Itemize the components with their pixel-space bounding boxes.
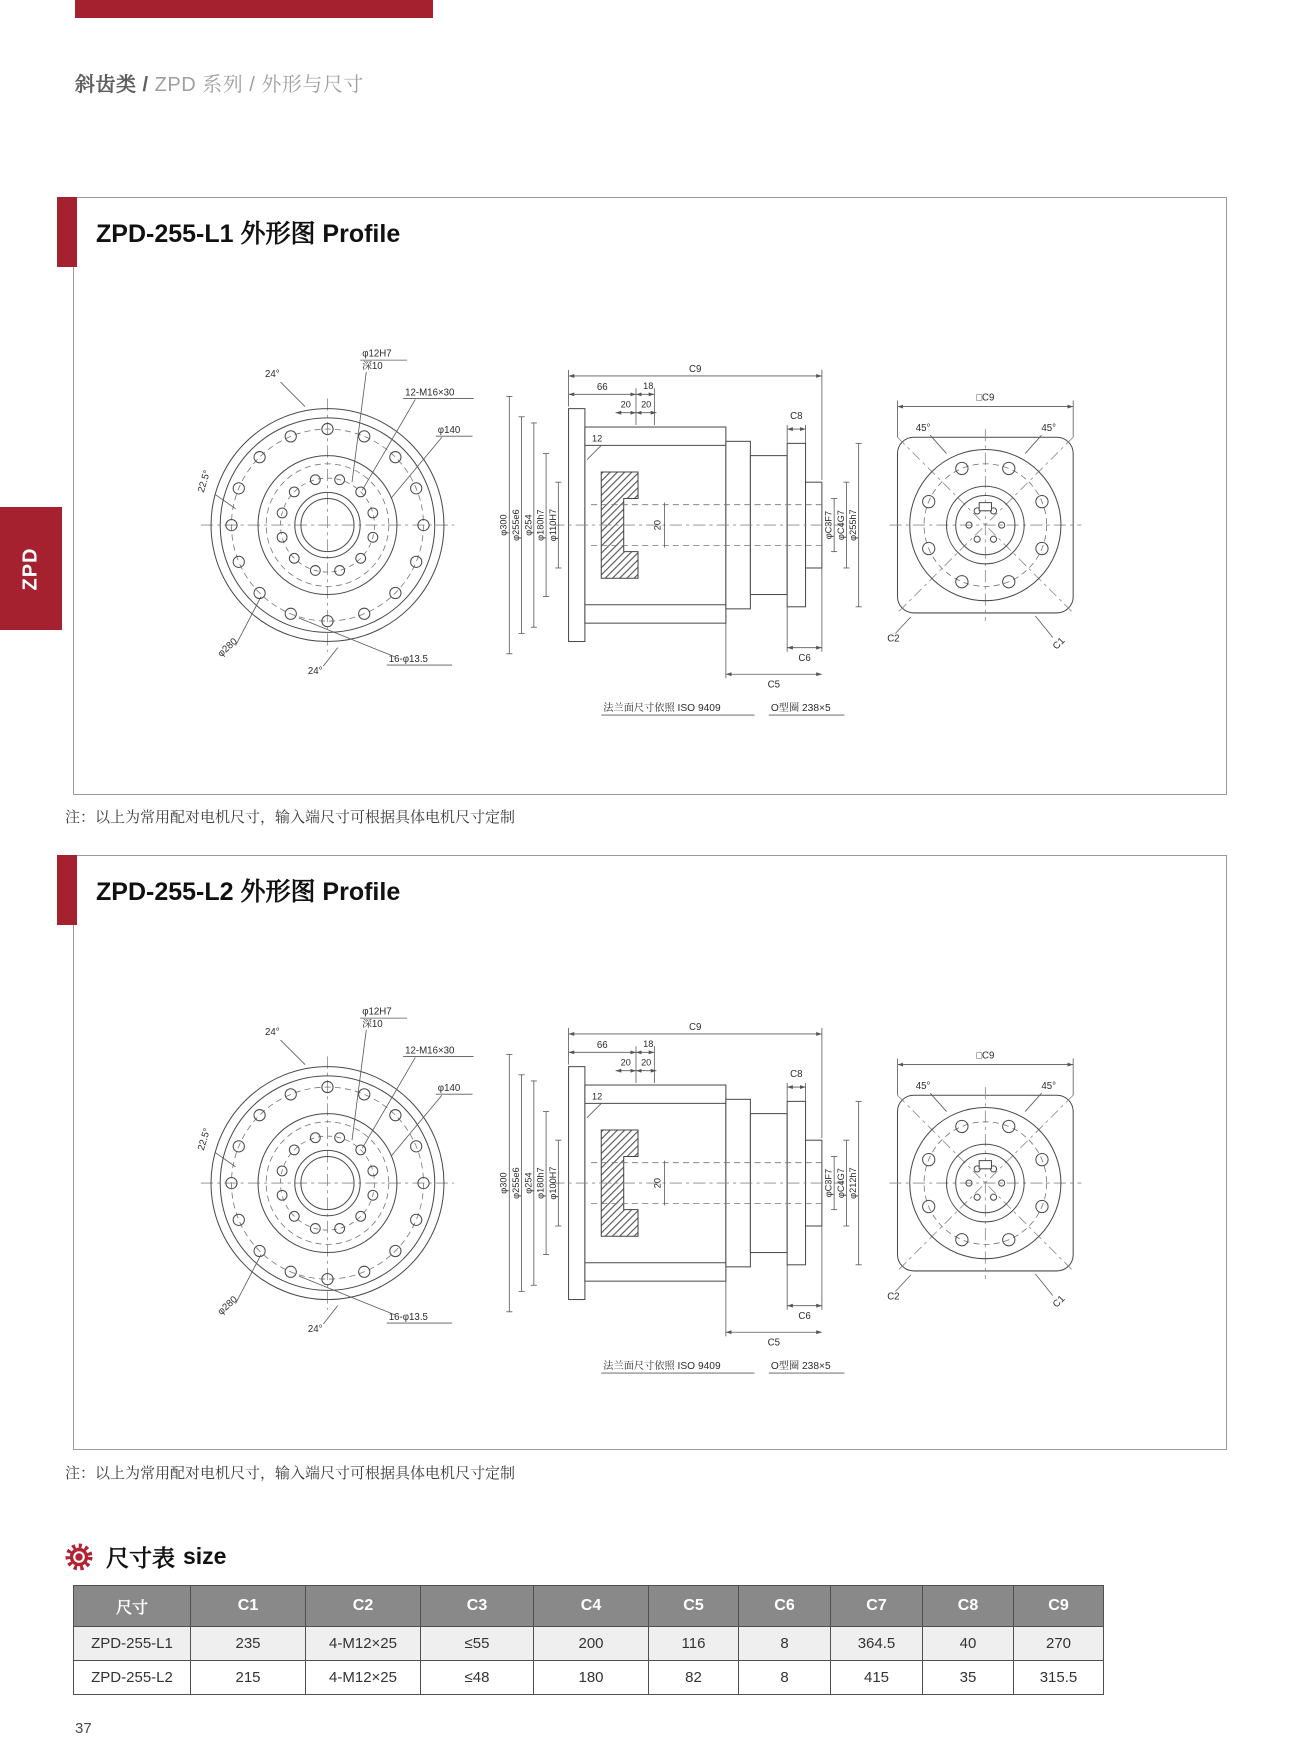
table-cell: 180 bbox=[534, 1661, 649, 1695]
table-cell: 8 bbox=[739, 1661, 831, 1695]
svg-text:φ212h7: φ212h7 bbox=[848, 1167, 859, 1199]
svg-text:φ255h7: φ255h7 bbox=[848, 509, 859, 541]
svg-text:□C9: □C9 bbox=[976, 392, 995, 404]
svg-text:深10: 深10 bbox=[362, 1018, 383, 1030]
table-cell: 4-M12×25 bbox=[306, 1627, 421, 1661]
zpd-side-tab-label: ZPD bbox=[19, 547, 42, 590]
svg-text:φ12H7: φ12H7 bbox=[362, 348, 392, 360]
svg-text:法兰面尺寸依照 ISO 9409: 法兰面尺寸依照 ISO 9409 bbox=[603, 703, 721, 714]
svg-text:24°: 24° bbox=[307, 666, 323, 678]
svg-text:20: 20 bbox=[620, 1057, 631, 1068]
svg-text:12-M16×30: 12-M16×30 bbox=[405, 1045, 455, 1057]
svg-text:C6: C6 bbox=[798, 1310, 811, 1322]
table-cell: 116 bbox=[649, 1627, 739, 1661]
note-l1: 注：以上为常用配对电机尺寸，输入端尺寸可根据具体电机尺寸定制 bbox=[65, 809, 516, 826]
size-table-title-zh: 尺寸表 bbox=[106, 1545, 175, 1571]
table-cell: 215 bbox=[191, 1661, 306, 1695]
svg-text:C5: C5 bbox=[767, 679, 781, 691]
svg-text:45°: 45° bbox=[915, 1081, 931, 1093]
size-table-col: C8 bbox=[923, 1586, 1014, 1627]
size-table-col: C2 bbox=[306, 1586, 421, 1627]
svg-text:C1: C1 bbox=[1050, 635, 1068, 653]
svg-text:φ280: φ280 bbox=[215, 1294, 240, 1318]
size-table-col: C5 bbox=[649, 1586, 739, 1627]
svg-text:C8: C8 bbox=[790, 1068, 803, 1080]
table-cell: 82 bbox=[649, 1661, 739, 1695]
table-cell: ≤55 bbox=[421, 1627, 534, 1661]
svg-text:φ254: φ254 bbox=[523, 514, 534, 536]
size-table bbox=[73, 1585, 1104, 1695]
table-cell: 364.5 bbox=[831, 1627, 923, 1661]
svg-text:φ180h7: φ180h7 bbox=[535, 509, 546, 541]
svg-text:法兰面尺寸依照 ISO 9409: 法兰面尺寸依照 ISO 9409 bbox=[603, 1361, 721, 1372]
table-cell: 200 bbox=[534, 1627, 649, 1661]
svg-text:C9: C9 bbox=[689, 363, 702, 375]
svg-text:12-M16×30: 12-M16×30 bbox=[405, 387, 455, 399]
table-cell: 270 bbox=[1014, 1627, 1104, 1661]
svg-text:66: 66 bbox=[596, 382, 608, 394]
size-table-col: C9 bbox=[1014, 1586, 1104, 1627]
svg-text:C9: C9 bbox=[689, 1021, 702, 1033]
size-table-col: C4 bbox=[534, 1586, 649, 1627]
svg-text:φ254: φ254 bbox=[523, 1172, 534, 1194]
svg-text:C6: C6 bbox=[798, 652, 811, 664]
table-cell: ≤48 bbox=[421, 1661, 534, 1695]
gear-icon bbox=[64, 1542, 94, 1572]
svg-text:φ12H7: φ12H7 bbox=[362, 1006, 392, 1018]
table-cell: 4-M12×25 bbox=[306, 1661, 421, 1695]
svg-text:φC3F7: φC3F7 bbox=[823, 1168, 834, 1198]
size-table-body bbox=[74, 1627, 1104, 1695]
section-title-l1: ZPD-255-L1 外形图 Profile bbox=[96, 220, 401, 248]
svg-text:φ110H7: φ110H7 bbox=[547, 508, 558, 542]
table-cell: 40 bbox=[923, 1627, 1014, 1661]
table-cell: ZPD-255-L1 bbox=[74, 1627, 191, 1661]
table-cell: 35 bbox=[923, 1661, 1014, 1695]
svg-text:□C9: □C9 bbox=[976, 1050, 995, 1062]
svg-text:C2: C2 bbox=[887, 1291, 900, 1303]
breadcrumb-category: 斜齿类 / bbox=[75, 74, 149, 96]
size-table-col: C1 bbox=[191, 1586, 306, 1627]
table-row bbox=[74, 1627, 1104, 1661]
table-cell: 8 bbox=[739, 1627, 831, 1661]
table-row bbox=[74, 1661, 1104, 1695]
svg-text:C8: C8 bbox=[790, 410, 803, 422]
section-accent-bar bbox=[57, 855, 77, 925]
note-l2: 注：以上为常用配对电机尺寸，输入端尺寸可根据具体电机尺寸定制 bbox=[65, 1465, 516, 1482]
top-red-bar bbox=[75, 0, 433, 18]
svg-text:C1: C1 bbox=[1050, 1293, 1068, 1311]
size-table-header bbox=[64, 1540, 226, 1573]
svg-text:φC4G7: φC4G7 bbox=[835, 1168, 846, 1199]
section-accent-bar bbox=[57, 197, 77, 267]
table-cell: ZPD-255-L2 bbox=[74, 1661, 191, 1695]
table-cell: 235 bbox=[191, 1627, 306, 1661]
svg-text:φ255e6: φ255e6 bbox=[511, 509, 522, 541]
svg-text:45°: 45° bbox=[915, 423, 931, 435]
svg-text:16-φ13.5: 16-φ13.5 bbox=[388, 653, 428, 665]
svg-text:φC4G7: φC4G7 bbox=[835, 510, 846, 541]
profile-box-l2 bbox=[73, 855, 1227, 1450]
svg-text:24°: 24° bbox=[264, 368, 280, 380]
table-cell: 415 bbox=[831, 1661, 923, 1695]
svg-text:12: 12 bbox=[592, 433, 603, 444]
svg-text:16-φ13.5: 16-φ13.5 bbox=[388, 1311, 428, 1323]
svg-text:12: 12 bbox=[592, 1091, 603, 1102]
zpd-side-tab bbox=[0, 507, 62, 630]
size-table-col: 尺寸 bbox=[74, 1586, 191, 1627]
svg-text:φ180h7: φ180h7 bbox=[535, 1167, 546, 1199]
svg-text:φC3F7: φC3F7 bbox=[823, 510, 834, 540]
svg-text:45°: 45° bbox=[1041, 1081, 1056, 1093]
svg-text:22.5°: 22.5° bbox=[195, 1126, 214, 1152]
breadcrumb-path: ZPD 系列 / 外形与尺寸 bbox=[148, 74, 364, 96]
svg-text:φ280: φ280 bbox=[215, 636, 240, 660]
svg-text:18: 18 bbox=[643, 381, 654, 392]
svg-text:20: 20 bbox=[652, 519, 663, 531]
size-table-head bbox=[74, 1586, 1104, 1627]
svg-text:22.5°: 22.5° bbox=[195, 468, 214, 494]
svg-text:20: 20 bbox=[652, 1177, 663, 1189]
svg-text:45°: 45° bbox=[1041, 423, 1056, 435]
svg-text:φ255e6: φ255e6 bbox=[511, 1167, 522, 1199]
table-cell: 315.5 bbox=[1014, 1661, 1104, 1695]
svg-text:20: 20 bbox=[641, 1057, 652, 1068]
size-table-col: C3 bbox=[421, 1586, 534, 1627]
size-table-col: C6 bbox=[739, 1586, 831, 1627]
svg-text:20: 20 bbox=[641, 399, 652, 410]
svg-text:φ140: φ140 bbox=[437, 1083, 461, 1095]
svg-text:18: 18 bbox=[643, 1039, 654, 1050]
svg-text:24°: 24° bbox=[264, 1026, 280, 1038]
svg-text:24°: 24° bbox=[307, 1324, 323, 1336]
svg-text:深10: 深10 bbox=[362, 360, 383, 372]
svg-text:φ300: φ300 bbox=[498, 514, 509, 536]
page-number: 37 bbox=[75, 1720, 92, 1737]
svg-text:φ300: φ300 bbox=[498, 1172, 509, 1194]
svg-text:O型圈 238×5: O型圈 238×5 bbox=[770, 703, 831, 714]
technical-drawing-l2 bbox=[162, 956, 1112, 1402]
technical-drawing-l1 bbox=[162, 298, 1112, 744]
size-table-col: C7 bbox=[831, 1586, 923, 1627]
size-table-title-en: size bbox=[183, 1543, 227, 1569]
svg-text:O型圈 238×5: O型圈 238×5 bbox=[770, 1361, 831, 1372]
breadcrumb bbox=[75, 68, 364, 97]
svg-text:66: 66 bbox=[596, 1040, 608, 1052]
svg-text:20: 20 bbox=[620, 399, 631, 410]
section-title-l2: ZPD-255-L2 外形图 Profile bbox=[96, 878, 401, 906]
svg-text:C2: C2 bbox=[887, 633, 900, 645]
svg-text:C5: C5 bbox=[767, 1337, 781, 1349]
svg-text:φ140: φ140 bbox=[437, 425, 461, 437]
profile-box-l1 bbox=[73, 197, 1227, 795]
svg-text:φ100H7: φ100H7 bbox=[547, 1166, 558, 1200]
